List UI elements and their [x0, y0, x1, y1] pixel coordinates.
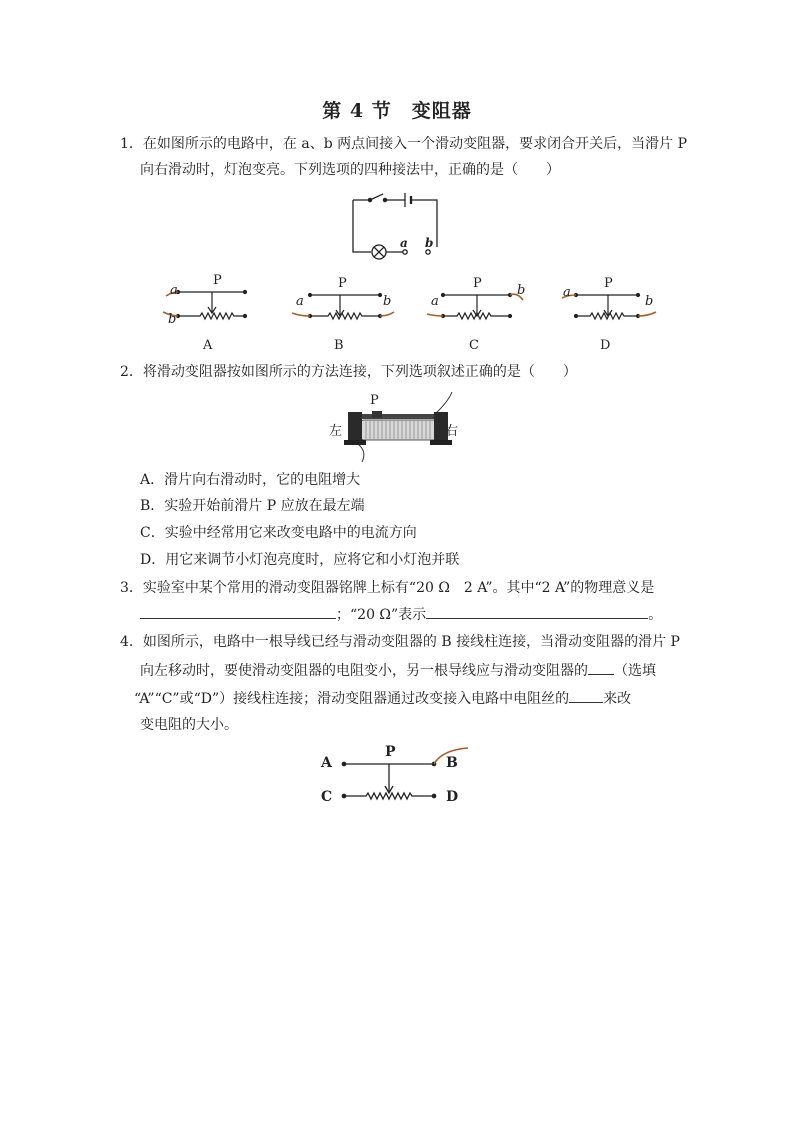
q4-line2: [140, 660, 656, 681]
option-d-wire-a-label: a: [563, 285, 571, 300]
option-b-wire-b: [380, 312, 394, 316]
option-a-wire-b-label: b: [168, 312, 177, 327]
left-end-cap: [348, 412, 362, 444]
q4-line3-end: 来改: [603, 691, 632, 707]
q2-choice-b: B．实验开始前滑片 P 应放在最左端: [140, 498, 365, 514]
terminal-a: [403, 250, 407, 254]
q4-line2-text: 向左移动时，要使滑动变阻器的电阻变小，另一根导线应与滑动变阻器的: [140, 663, 588, 679]
q4-line3: [134, 688, 631, 709]
q4-line4: 变电阻的大小。: [140, 717, 238, 733]
q4-line3-text: “A”“C”或“D”）接线柱连接；滑动变阻器通过改变接入电路中电阻丝的: [134, 691, 570, 707]
option-b-wire-a: [292, 313, 310, 316]
q4-blank-2[interactable]: [569, 688, 603, 703]
q3-mid-text: ；“20 Ω”表示: [336, 607, 427, 623]
q3-blank-1[interactable]: [140, 604, 336, 619]
option-a-wire-a-label: a: [170, 283, 178, 298]
q3-line1: 3．实验室中某个常用的滑动变阻器铭牌上标有“20 Ω 2 A”。其中“2 A”的物理意义是: [120, 580, 655, 596]
q4-line1: 4．如图所示，电路中一根导线已经与滑动变阻器的 B 接线柱连接，当滑动变阻器的滑片 P: [120, 634, 680, 650]
q4-terminal-b: B: [446, 755, 458, 771]
slider-block: [372, 411, 382, 418]
option-c-slider-label: P: [473, 276, 482, 291]
option-c-label: C: [469, 338, 479, 353]
q2-stem: 2．将滑动变阻器按如图所示的方法连接，下列选项叙述正确的是（ ）: [120, 364, 577, 380]
option-b-slider-label: P: [338, 276, 347, 291]
q1-line1: 1．在如图所示的电路中，在 a、b 两点间接入一个滑动变阻器，要求闭合开关后，当滑片 P: [120, 136, 687, 152]
q1-line2: 向右滑动时，灯泡变亮。下列选项的四种接法中，正确的是（ ）: [140, 162, 560, 178]
option-d-wire-b-label: b: [645, 294, 654, 309]
terminal-b: [426, 250, 430, 254]
q2-left-label: 左: [329, 424, 343, 439]
option-c-wire-a-label: a: [431, 294, 439, 309]
circuit-label-a: a: [400, 236, 408, 250]
q4-terminal-c: C: [321, 789, 333, 805]
option-a-label: A: [203, 338, 213, 353]
q4-terminal-d: D: [446, 789, 459, 805]
option-c-wire-a: [427, 314, 443, 316]
q2-choice-c: C．实验中经常用它来改变电路中的电流方向: [140, 525, 417, 541]
page-title: 第 4 节 变阻器: [322, 100, 472, 122]
option-a-slider-label: P: [213, 273, 222, 288]
q4-line2-end: （选填: [614, 663, 656, 679]
lamp-cross: [374, 247, 384, 257]
q2-choice-d: D．用它来调节小灯泡亮度时，应将它和小灯泡并联: [140, 552, 460, 568]
option-b-wire-b-label: b: [383, 294, 392, 309]
circuit-label-b: b: [425, 236, 434, 250]
q1-circuit-diagram: [345, 190, 445, 265]
option-b-label: B: [334, 338, 344, 353]
option-d-label: D: [600, 338, 611, 353]
q2-slider-label: P: [370, 393, 379, 408]
q3-end-text: 。: [648, 607, 663, 623]
option-b-wire-a-label: a: [296, 294, 304, 309]
option-d-slider-label: P: [604, 276, 613, 291]
q3-blank-2[interactable]: [426, 604, 648, 619]
option-c-wire-b-label: b: [517, 283, 526, 298]
option-d-wire-b: [638, 312, 656, 316]
q2-right-label: 右: [445, 424, 459, 439]
q4-terminal-a: A: [321, 755, 332, 771]
q4-blank-1[interactable]: [588, 660, 614, 675]
q2-choice-a: A．滑片向右滑动时，它的电阻增大: [140, 472, 361, 488]
q3-line2: [140, 604, 662, 625]
q4-slider-label: P: [385, 744, 396, 760]
